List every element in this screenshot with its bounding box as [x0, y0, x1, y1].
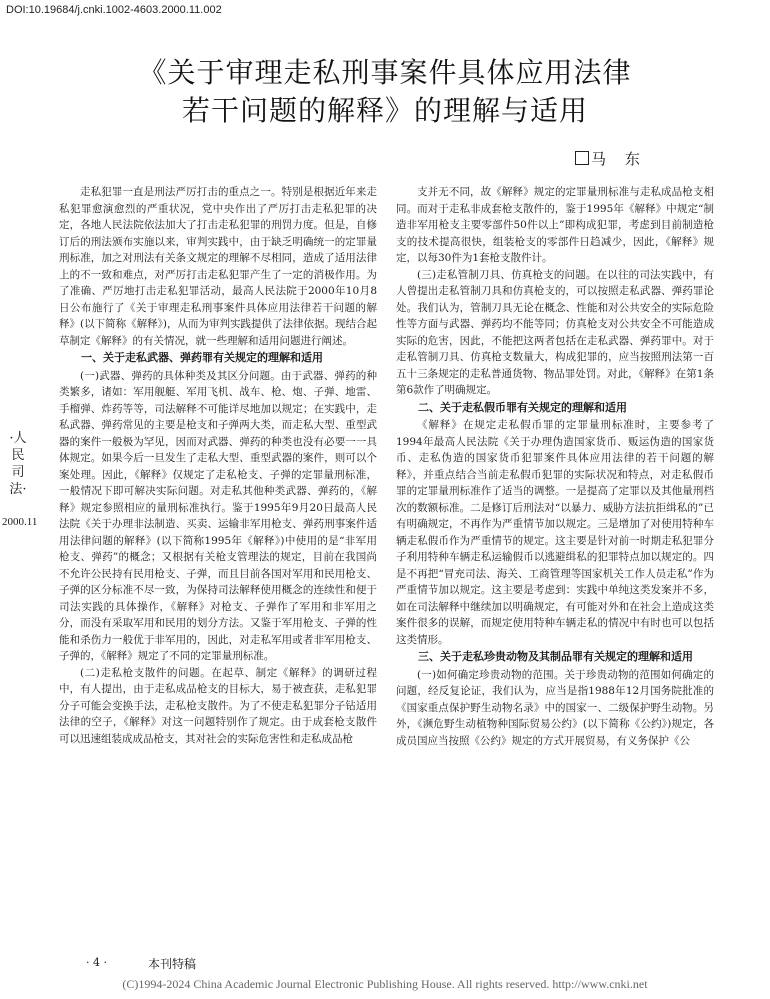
side-journal-label: ·人民司法· [9, 431, 27, 497]
paragraph: (一)如何确定珍贵动物的范围。关于珍贵动物的范围如何确定的问题，经反复论证，我们认为，应当是指1988年12月国务院批准的《国家重点保护野生动物名录》中的国家一、二级保护野生动物。另外，《濒危野生动植物种国际贸易公约》(以下简称《公约》)规定，各成员国应当按照《公约》规定的方式开展贸易，有义务保护《公 [396, 668, 714, 747]
issue-label: 2000.11 [2, 516, 38, 528]
copyright-footer: (C)1994-2024 China Academic Journal Electronic Publishing House. All rights reserved. http://www.cnki.net [122, 977, 648, 991]
doi-label: DOI:10.19684/j.cnki.1002-4603.2000.11.002 [6, 4, 222, 16]
left-column [59, 184, 377, 747]
paragraph: 支并无不同，故《解释》规定的定罪量刑标准与走私成品枪支相同。而对于走私非成套枪支散件的，鉴于1995年《解释》中规定“制造非军用枪支主要零部件50件以上”即构成犯罪，考虑到目前制造枪支的技术提高很快，组装枪支的零部件日趋减少，因此，《解释》规定，以每30件为1套枪支散件计。 [396, 186, 714, 264]
author [575, 148, 642, 169]
paragraph: 《解释》在规定走私假币罪的定罪量刑标准时，主要参考了1994年最高人民法院《关于办理伪造国家货币、贩运伪造的国家货币、走私伪造的国家货币犯罪案件具体应用法律的若干问题的解释》，并重点结合当前走私假币犯罪的实际状况和特点，对走私假币罪的定罪量刑标准作了适当的调整。一是提高了定罪以及其他量刑档次的数额标准。二是修订后刑法对“以暴力、威胁方法抗拒缉私的”已有明确规定，不再作为严重情节加以规定。三是增加了对使用特种车辆走私假币作为严重情节的规定。这主要是针对前一时期走私犯罪分子利用特种车辆走私运输假币以逃避缉私的犯罪特点加以规定的。四是不再把“冒充司法、海关、工商管理等国家机关工作人员走私”作为严重情节加以规定。这主要是考虑到：实践中单纯这类发案并不多，如在司法解释中继续加以明确规定，有可能对外和在社会上造成这类案件很多的误解，而规定使用特种车辆走私的情况中有时也可以包括这类情形。 [396, 419, 714, 646]
right-column [396, 184, 714, 749]
page-number: · 4 · [86, 956, 107, 969]
section-heading: 一、关于走私武器、弹药罪有关规定的理解和适用 [81, 351, 323, 364]
section-heading: 二、关于走私假币罪有关规定的理解和适用 [418, 400, 627, 414]
title-line-2: 若干问题的解释》的理解与适用 [181, 94, 588, 127]
paragraph: 走私犯罪一直是刑法严厉打击的重点之一。特别是根据近年来走私犯罪愈演愈烈的严重状况，党中央作出了严厉打击走私犯罪的决定，各地人民法院依法加大了打击走私犯罪的刑罚力度。但是，自修订后的刑法颁布实施以来，审判实践中，由于缺乏明确统一的定罪量刑标准，加之对刑法有关条文规定的理解不尽相同，造成了适用法律上的不一致和难点，对严厉打击走私犯罪产生了一定的消极作用。为了准确、严厉地打击走私犯罪活动，最高人民法院于2000年10月8日公布施行了《关于审理走私刑事案件具体应用法律若干问题的解释》(以下简称《解释》)，从而为审判实践提供了法律依据。现结合起草制定《解释》的有关情况，就一些理解和适用问题进行阐述。 [59, 186, 377, 347]
section-heading: 三、关于走私珍贵动物及其制品罪有关规定的理解和适用 [418, 650, 693, 663]
paragraph: (三)走私管制刀具、仿真枪支的问题。在以往的司法实践中，有人曾提出走私管制刀具和仿真枪支的，可以按照走私武器、弹药罪论处。我们认为，管制刀具无论在概念、性能和对公共安全的实际危险性等方面与武器、弹药均不能等同；仿真枪支对公共安全不可能造成实际的危害，因此，不能把这两者包括在走私武器、弹药罪中。对于走私管制刀具、仿真枪支数量大，构成犯罪的，应当按照刑法第一百五十三条规定的走私普通货物、物品罪处罚。对此，《解释》在第1条第6款作了明确规定。 [396, 268, 714, 396]
author-box-icon [575, 151, 589, 165]
journal-section-name: 本刊特稿 [148, 957, 197, 971]
author-name: 马 东 [591, 150, 643, 168]
paragraph: (二)走私枪支散件的问题。在起草、制定《解释》的调研过程中，有人提出，由于走私成品枪支的目标大，易于被查获，走私犯罪分子可能会变换手法，走私枪支散件。为了不使走私犯罪分子钻适用法律的空子，《解释》对这一问题特别作了规定。由于成套枪支散件可以迅速组装成成品枪支，其对社会的实际危害性和走私成品枪 [59, 666, 377, 745]
article-title [0, 54, 770, 130]
title-line-1: 《关于审理走私刑事案件具体应用法律 [138, 56, 632, 89]
paragraph: (一)武器、弹药的具体种类及其区分问题。由于武器、弹药的种类繁多，诸如：军用舰艇、军用飞机、战车、枪、炮、子弹、地雷、手榴弹、炸药等等，司法解释不可能详尽地加以规定；在实践中，走私武器、弹药常见的主要是枪支和子弹两大类，而走私大型、重型武器的案件一般极为罕见，因而对武器、弹药的种类也没有必要一一具体规定。如果今后一旦发生了走私大型、重型武器的案件，则可以个案处理。因此，《解释》仅规定了走私枪支、子弹的定罪量刑标准，一般情况下即可解决实际问题。对走私其他种类武器、弹药的，《解释》规定参照相应的量刑标准执行。鉴于1995年9月20日最高人民法院《关于办理非法制造、买卖、运输非军用枪支、弹药刑事案件适用法律问题的解释》(以下简称1995年《解释》)中使用的是“非军用枪支、弹药”的概念；又根据有关枪支管理法的规定，目前在我国尚不允许公民持有民用枪支、子弹，而且目前各国对军用和民用枪支、子弹的区分标准不尽一致，为保持司法解释使用概念的连续性和便于司法实践的具体操作，《解释》对枪支、子弹作了军用和非军用之分，而没有采取军用和民用的划分方法。又鉴于军用枪支、子弹的性能和杀伤力一般优于非军用的，因此，对走私军用或者非军用枪支、子弹的，《解释》规定了不同的定罪量刑标准。 [59, 369, 377, 662]
